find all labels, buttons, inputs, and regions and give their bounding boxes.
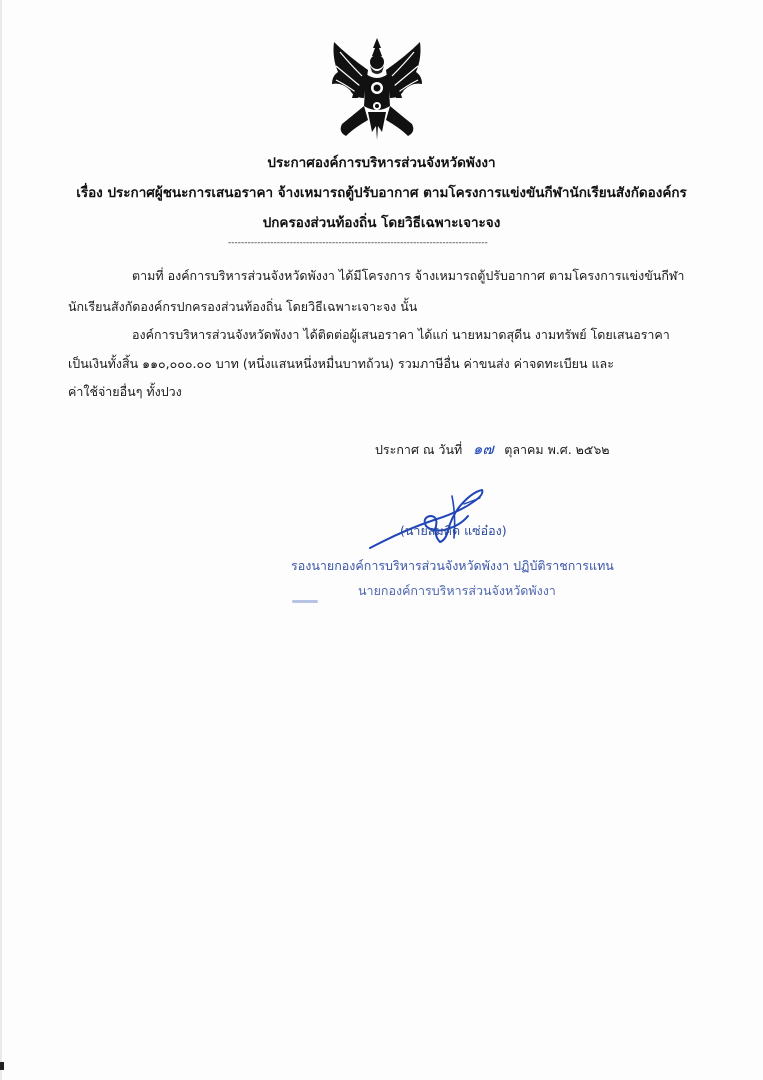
garuda-emblem-icon <box>328 36 426 144</box>
body-paragraph-1-line-1: ตามที่ องค์การบริหารส่วนจังหวัดพังงา ได้มีโครงการ จ้างเหมารถตู้ปรับอากาศ ตามโครงการแข่งขันกีฬา <box>132 268 685 283</box>
section-divider: -------------------------------------------------------------------------------- <box>228 238 488 248</box>
scan-mark <box>0 1062 4 1070</box>
document-subject: เรื่อง ประกาศผู้ชนะการเสนอราคา จ้างเหมารถตู้ปรับอากาศ ตามโครงการแข่งขันกีฬานักเรียนสังกัดองค์กร <box>76 185 687 201</box>
body-paragraph-2-line-3: ค่าใช้จ่ายอื่นๆ ทั้งปวง <box>68 384 182 399</box>
announcement-date <box>375 437 610 461</box>
signer-name: (นายสมคิด แซ่อ๋อง) <box>400 523 507 538</box>
announcement-day: ๑๗ <box>472 440 494 458</box>
body-paragraph-2-line-1: องค์การบริหารส่วนจังหวัดพังงา ได้ติดต่อผู้เสนอราคา ได้แก่ นายหมาดสุดีน งามทรัพย์ โดยเสนอราคา <box>132 327 670 342</box>
signer-position-continued: นายกองค์การบริหารส่วนจังหวัดพังงา <box>358 583 556 598</box>
signer-position: รองนายกองค์การบริหารส่วนจังหวัดพังงา ปฏิบัติราชการแทน <box>291 558 614 573</box>
document-subject-continued: ปกครองส่วนท้องถิ่น โดยวิธีเฉพาะเจาะจง <box>262 215 501 231</box>
announcement-month-year: ตุลาคม พ.ศ. ๒๕๖๒ <box>504 442 610 457</box>
body-paragraph-1-line-2: นักเรียนสังกัดองค์กรปกครองส่วนท้องถิ่น โดยวิธีเฉพาะเจาะจง นั้น <box>68 299 418 314</box>
announcement-prefix: ประกาศ ณ วันที่ <box>375 442 463 457</box>
document-heading: ประกาศองค์การบริหารส่วนจังหวัดพังงา <box>267 155 496 171</box>
body-paragraph-2-line-2: เป็นเงินทั้งสิ้น ๑๑๐,๐๐๐.๐๐ บาท (หนึ่งแสนหนึ่งหมื่นบาทถ้วน) รวมภาษีอื่น ค่าขนส่ง ค่าจดทะเบียน และ <box>68 356 614 371</box>
ink-smudge <box>292 600 318 603</box>
